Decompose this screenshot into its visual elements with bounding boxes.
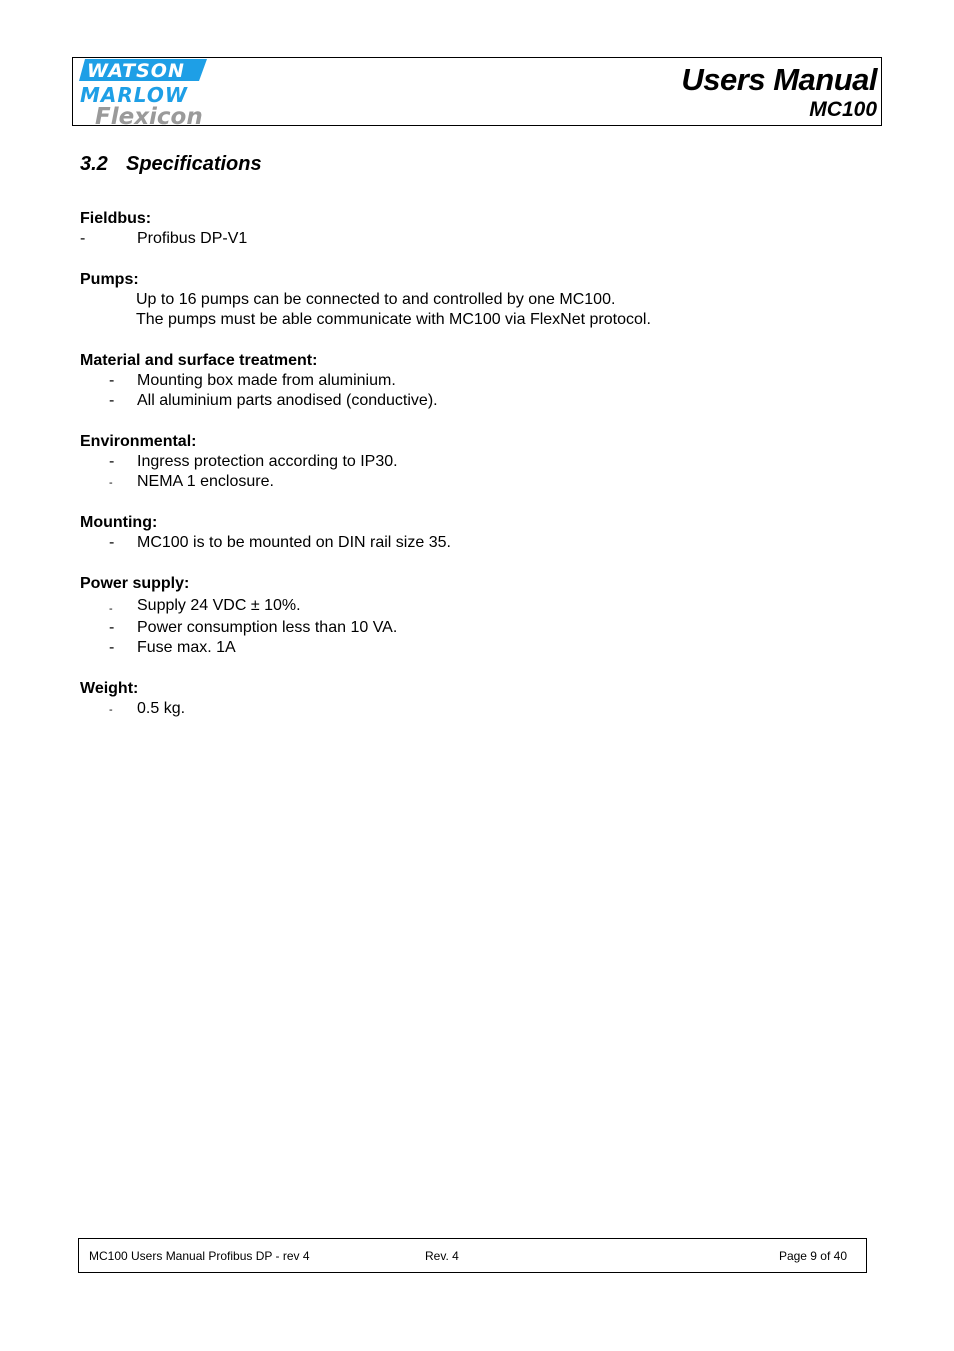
- spec-item: [80, 533, 860, 553]
- spec-label: Pumps:: [80, 271, 139, 288]
- bullet-dash: -: [109, 619, 115, 636]
- spec-item: [80, 371, 860, 391]
- spec-label: Mounting:: [80, 514, 158, 531]
- spec-label: Environmental:: [80, 433, 197, 450]
- bullet-dash: -: [109, 704, 113, 716]
- bullet-dash: -: [109, 603, 113, 615]
- spec-item: [80, 310, 860, 330]
- spec-mounting: [80, 513, 860, 553]
- bullet-dash: -: [109, 477, 113, 489]
- watson-marlow-flexicon-logo: [79, 58, 215, 126]
- spec-label: Material and surface treatment:: [80, 352, 318, 369]
- footer-page-number: Page 9 of 40: [778, 1249, 847, 1263]
- bullet-dash: -: [109, 639, 115, 656]
- spec-power-supply: [80, 574, 860, 658]
- section-heading: [80, 151, 262, 177]
- footer-revision: Rev. 4: [425, 1249, 459, 1263]
- spec-item-text: Power consumption less than 10 VA.: [137, 619, 398, 636]
- spec-label: Power supply:: [80, 575, 190, 592]
- bullet-dash: -: [109, 534, 115, 551]
- spec-item-text: Profibus DP-V1: [137, 230, 248, 247]
- bullet-dash: -: [109, 392, 115, 409]
- spec-item: [80, 594, 860, 618]
- logo-flexicon-text: Flexicon: [95, 104, 203, 126]
- section-number: 3.2: [80, 153, 108, 175]
- section-title: Specifications: [126, 153, 262, 175]
- spec-item: [80, 472, 860, 492]
- spec-item-text: MC100 is to be mounted on DIN rail size 35.: [137, 534, 451, 551]
- spec-label: Fieldbus:: [80, 210, 152, 227]
- spec-item-text: Up to 16 pumps can be connected to and controlled by one MC100.: [136, 291, 616, 308]
- spec-item-text: Fuse max. 1A: [137, 639, 236, 656]
- spec-item-text: The pumps must be able communicate with MC100 via FlexNet protocol.: [136, 311, 651, 328]
- spec-item-text: 0.5 kg.: [137, 700, 186, 717]
- spec-material: [80, 351, 860, 411]
- spec-environmental: [80, 432, 860, 492]
- spec-item: [80, 452, 860, 472]
- spec-item: [80, 638, 860, 658]
- footer-document-name: MC100 Users Manual Profibus DP - rev 4: [89, 1249, 310, 1263]
- spec-item: [80, 290, 860, 310]
- bullet-dash: -: [80, 230, 86, 247]
- spec-item: [80, 391, 860, 411]
- product-name: MC100: [809, 98, 877, 121]
- spec-item: [80, 618, 860, 638]
- spec-item: [80, 699, 860, 719]
- spec-fieldbus: [80, 209, 860, 249]
- spec-item: [80, 229, 860, 249]
- spec-item-text: Supply 24 VDC ± 10%.: [137, 597, 301, 614]
- spec-item-text: All aluminium parts anodised (conductive).: [137, 392, 438, 409]
- logo-marlow-text: MARLOW: [80, 83, 188, 107]
- logo-watson-text: WATSON: [87, 60, 185, 82]
- bullet-dash: -: [109, 372, 115, 389]
- spec-item-text: NEMA 1 enclosure.: [137, 473, 274, 490]
- spec-weight: [80, 679, 860, 719]
- manual-title: Users Manual: [681, 62, 877, 97]
- spec-item-text: Ingress protection according to IP30.: [137, 453, 398, 470]
- spec-label: Weight:: [80, 680, 139, 697]
- spec-pumps: [80, 270, 860, 330]
- spec-item-text: Mounting box made from aluminium.: [137, 372, 396, 389]
- page-header: [72, 57, 882, 126]
- bullet-dash: -: [109, 453, 115, 470]
- page-footer: [78, 1238, 867, 1273]
